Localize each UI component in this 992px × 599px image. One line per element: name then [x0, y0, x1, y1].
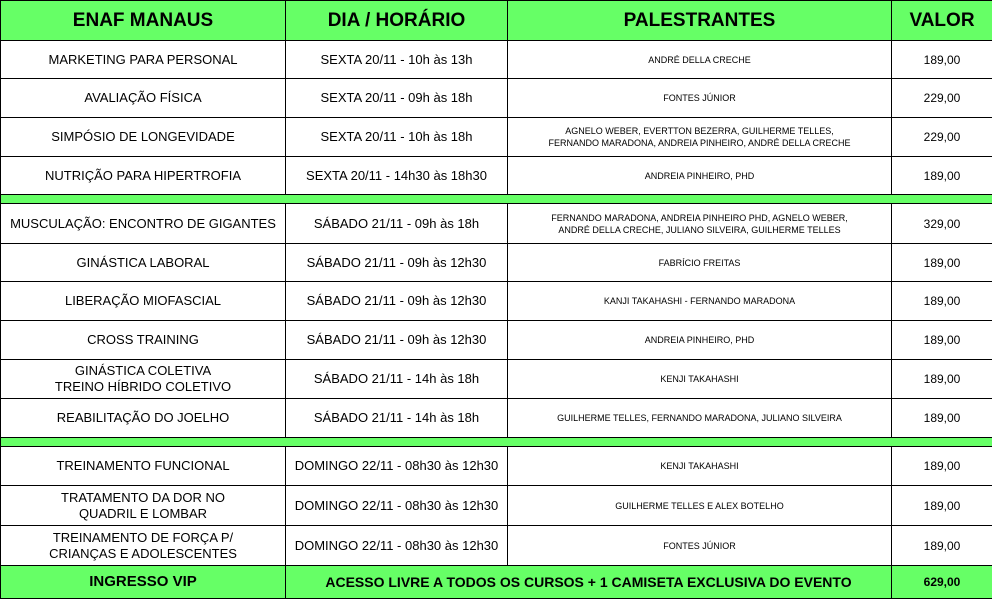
course-speakers: AGNELO WEBER, EVERTTON BEZERRA, GUILHERME TELLES, FERNANDO MARADONA, ANDREIA PINHEIRO, ANDRÉ DELLA CRECHE [508, 118, 892, 157]
course-price: 189,00 [892, 157, 992, 195]
course-name: LIBERAÇÃO MIOFASCIAL [1, 282, 286, 321]
course-price: 189,00 [892, 282, 992, 321]
course-schedule: SÁBADO 21/11 - 14h às 18h [286, 399, 508, 438]
course-price: 189,00 [892, 360, 992, 399]
table-row [1, 41, 992, 79]
table-row [1, 321, 992, 360]
course-schedule: DOMINGO 22/11 - 08h30 às 12h30 [286, 447, 508, 486]
table-row [1, 486, 992, 526]
course-schedule: SÁBADO 21/11 - 14h às 18h [286, 360, 508, 399]
course-speakers: KANJI TAKAHASHI - FERNANDO MARADONA [508, 282, 892, 321]
day-separator [1, 195, 992, 204]
course-schedule: DOMINGO 22/11 - 08h30 às 12h30 [286, 486, 508, 526]
course-price: 189,00 [892, 486, 992, 526]
course-speakers: ANDREIA PINHEIRO, PHD [508, 157, 892, 195]
course-schedule: SÁBADO 21/11 - 09h às 12h30 [286, 282, 508, 321]
table-row [1, 244, 992, 282]
course-speakers: FERNANDO MARADONA, ANDREIA PINHEIRO PHD, AGNELO WEBER, ANDRÉ DELLA CRECHE, JULIANO SILVEIRA, GUILHERME TELLES [508, 204, 892, 244]
table-row [1, 399, 992, 438]
course-speakers: ANDRÉ DELLA CRECHE [508, 41, 892, 79]
course-speakers: FABRÍCIO FREITAS [508, 244, 892, 282]
course-schedule: SÁBADO 21/11 - 09h às 12h30 [286, 244, 508, 282]
course-name: NUTRIÇÃO PARA HIPERTROFIA [1, 157, 286, 195]
course-schedule: DOMINGO 22/11 - 08h30 às 12h30 [286, 526, 508, 566]
course-name: GINÁSTICA COLETIVA TREINO HÍBRIDO COLETIVO [1, 360, 286, 399]
table-row [1, 157, 992, 195]
course-price: 189,00 [892, 244, 992, 282]
course-schedule: SÁBADO 21/11 - 09h às 12h30 [286, 321, 508, 360]
vip-ticket-description: ACESSO LIVRE A TODOS OS CURSOS + 1 CAMISETA EXCLUSIVA DO EVENTO [286, 566, 892, 599]
course-name: MARKETING PARA PERSONAL [1, 41, 286, 79]
course-speakers: KENJI TAKAHASHI [508, 447, 892, 486]
header-row [1, 1, 992, 41]
course-price: 189,00 [892, 41, 992, 79]
course-speakers: ANDREIA PINHEIRO, PHD [508, 321, 892, 360]
course-name: GINÁSTICA LABORAL [1, 244, 286, 282]
course-price: 189,00 [892, 399, 992, 438]
course-name: AVALIAÇÃO FÍSICA [1, 79, 286, 118]
course-speakers: FONTES JÚNIOR [508, 79, 892, 118]
table-row [1, 360, 992, 399]
course-schedule: SEXTA 20/11 - 10h às 13h [286, 41, 508, 79]
course-schedule: SEXTA 20/11 - 10h às 18h [286, 118, 508, 157]
vip-ticket-price: 629,00 [892, 566, 992, 599]
course-schedule: SEXTA 20/11 - 09h às 18h [286, 79, 508, 118]
course-name: MUSCULAÇÃO: ENCONTRO DE GIGANTES [1, 204, 286, 244]
course-speakers: GUILHERME TELLES, FERNANDO MARADONA, JULIANO SILVEIRA [508, 399, 892, 438]
course-schedule: SEXTA 20/11 - 14h30 às 18h30 [286, 157, 508, 195]
table-row [1, 447, 992, 486]
header-event: ENAF MANAUS [1, 1, 286, 41]
course-name: TRATAMENTO DA DOR NO QUADRIL E LOMBAR [1, 486, 286, 526]
table-row [1, 282, 992, 321]
table-row [1, 118, 992, 157]
table-row [1, 526, 992, 566]
course-name: TREINAMENTO DE FORÇA P/ CRIANÇAS E ADOLESCENTES [1, 526, 286, 566]
day-separator [1, 438, 992, 447]
header-schedule: DIA / HORÁRIO [286, 1, 508, 41]
vip-ticket-name: INGRESSO VIP [1, 566, 286, 599]
header-speakers: PALESTRANTES [508, 1, 892, 41]
course-name: CROSS TRAINING [1, 321, 286, 360]
course-speakers: FONTES JÚNIOR [508, 526, 892, 566]
table-row [1, 204, 992, 244]
course-schedule: SÁBADO 21/11 - 09h às 18h [286, 204, 508, 244]
course-price: 329,00 [892, 204, 992, 244]
table-row [1, 79, 992, 118]
course-price: 189,00 [892, 447, 992, 486]
course-name: SIMPÓSIO DE LONGEVIDADE [1, 118, 286, 157]
course-speakers: KENJI TAKAHASHI [508, 360, 892, 399]
course-price: 189,00 [892, 526, 992, 566]
course-price: 229,00 [892, 79, 992, 118]
course-price: 229,00 [892, 118, 992, 157]
course-name: TREINAMENTO FUNCIONAL [1, 447, 286, 486]
course-price: 189,00 [892, 321, 992, 360]
course-name: REABILITAÇÃO DO JOELHO [1, 399, 286, 438]
header-price: VALOR [892, 1, 992, 41]
course-speakers: GUILHERME TELLES E ALEX BOTELHO [508, 486, 892, 526]
